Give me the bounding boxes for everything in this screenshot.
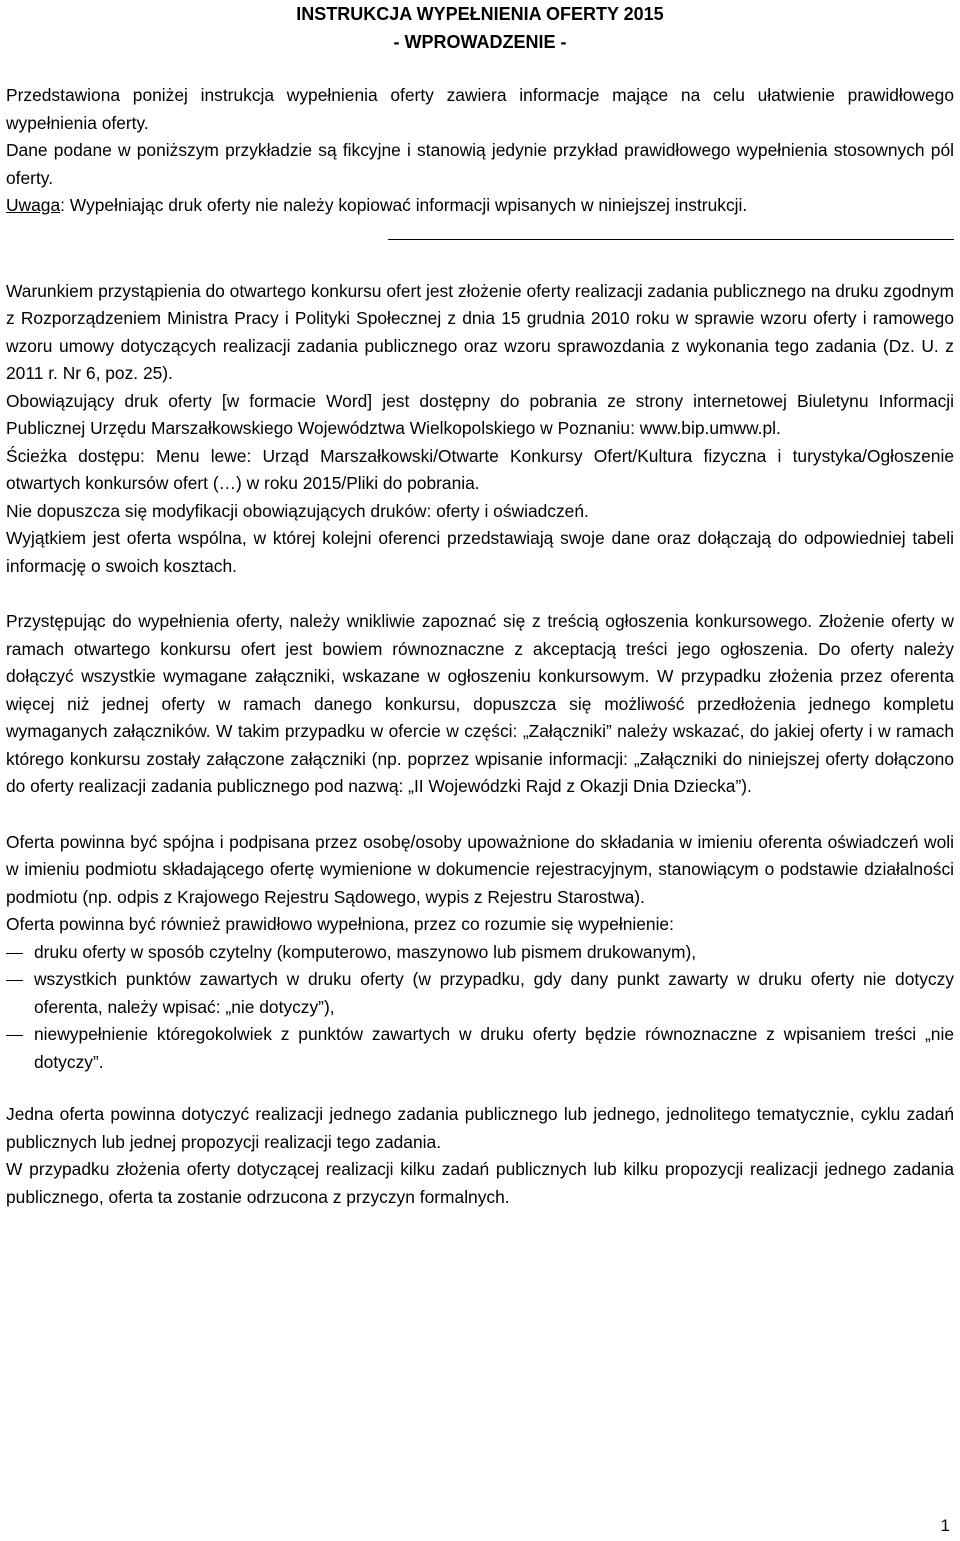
warning-paragraph: [6, 192, 954, 220]
rejection-paragraph: W przypadku złożenia oferty dotyczącej realizacji kilku zadań publicznych lub kilku propozycji realizacji jednego zadania publicznego, oferta ta zostanie odrzucona z przyczyn formalnych.: [6, 1159, 954, 1207]
completion-list: [6, 939, 954, 1077]
document-subtitle: - WPROWADZENIE -: [393, 32, 567, 52]
page-number: 1: [940, 1516, 950, 1535]
list-item: niewypełnienie któregokolwiek z punktów zawartych w druku oferty będzie równoznaczne z wpisaniem treści „nie dotyczy”.: [34, 1024, 954, 1072]
access-path-paragraph: Ścieżka dostępu: Menu lewe: Urząd Marszałkowski/Otwarte Konkursy Ofert/Kultura fizyczna i turystyka/Ogłoszenie otwartych konkursów ofert (…) w roku 2015/Pliki do pobrania.: [6, 445, 954, 493]
condition-paragraph: Warunkiem przystąpienia do otwartego konkursu ofert jest złożenie oferty realizacji zadania publicznego na druku zgodnym z Rozporządzeniem Ministra Pracy i Polityki Społecznej z dnia 15 grudnia 2010 roku w sprawie wzoru oferty i ramowego wzoru umowy dotyczących realizacji zadania publicznego oraz wzoru sprawozdania z wykonania tego zadania (Dz. U. z 2011 r. Nr 6, poz. 25).: [6, 280, 954, 383]
announcement-paragraph: Przystępując do wypełnienia oferty, należy wnikliwie zapoznać się z treścią ogłoszenia konkursowego. Złożenie oferty w ramach otwartego konkursu ofert jest bowiem równoznaczne z akceptacją treści jego ogłoszenia. Do oferty należy dołączyć wszystkie wymagane załączniki, wskazane w ogłoszeniu konkursowym. W przypadku złożenia przez oferenta więcej niż jednej oferty w ramach danego konkursu, dopuszcza się możliwość przedłożenia jednego kompletu wymaganych załączników. W takim przypadku w ofercie w części: „Załączniki” należy wskazać, do jakiej oferty i w ramach którego konkursu zostały załączone załączniki (np. poprzez wpisanie informacji: „Załączniki do niniejszej oferty dołączono do oferty realizacji zadania publicznego pod nazwą: „II Wojewódzki Rajd z Okazji Dnia Dziecka”).: [6, 611, 954, 796]
single-task-paragraph: Jedna oferta powinna dotyczyć realizacji jednego zadania publicznego lub jednego, jednolitego tematycznie, cyklu zadań publicznych lub jednej propozycji realizacji tego zadania.: [6, 1104, 954, 1152]
section-divider: [388, 239, 954, 240]
completion-paragraph: Oferta powinna być również prawidłowo wypełniona, przez co rozumie się wypełnienie:: [6, 914, 674, 934]
list-item: druku oferty w sposób czytelny (komputerowo, maszynowo lub pismem drukowanym),: [34, 941, 697, 962]
list-item: wszystkich punktów zawartych w druku oferty (w przypadku, gdy dany punkt zawarty w druku oferty nie dotyczy oferenta, należy wpisać: „nie dotyczy”),: [34, 969, 954, 1017]
warning-text: : Wypełniając druk oferty nie należy kopiować informacji wpisanych w niniejszej instrukcji.: [60, 195, 748, 215]
joint-offer-paragraph: Wyjątkiem jest oferta wspólna, w której kolejni oferenci przedstawiają swoje dane oraz dołączają do odpowiedniej tabeli informację o swoich kosztach.: [6, 528, 954, 576]
warning-label: Uwaga: [6, 195, 61, 215]
signature-paragraph: Oferta powinna być spójna i podpisana przez osobę/osoby upoważnione do składania w imieniu oferenta oświadczeń woli w imieniu podmiotu składającego ofertę wymienione w dokumencie rejestracyjnym, stanowiącym o podstawie działalności podmiotu (np. odpis z Krajowego Rejestru Sądowego, wypis z Rejestru Starostwa).: [6, 831, 954, 907]
no-modification-paragraph: Nie dopuszcza się modyfikacji obowiązujących druków: oferty i oświadczeń.: [6, 500, 589, 521]
form-availability-paragraph: Obowiązujący druk oferty [w formacie Word] jest dostępny do pobrania ze strony internetowej Biuletynu Informacji Publicznej Urzędu Marszałkowskiego Województwa Wielkopolskiego w Poznaniu: www.bip.umww.pl.: [6, 390, 954, 438]
intro-paragraph: Przedstawiona poniżej instrukcja wypełnienia oferty zawiera informacje mające na celu ułatwienie prawidłowego wypełnienia oferty.: [6, 85, 954, 133]
document-title: INSTRUKCJA WYPEŁNIENIA OFERTY 2015: [296, 4, 664, 24]
example-note-paragraph: Dane podane w poniższym przykładzie są fikcyjne i stanowią jedynie przykład prawidłowego wypełnienia stosownych pól oferty.: [6, 140, 954, 188]
